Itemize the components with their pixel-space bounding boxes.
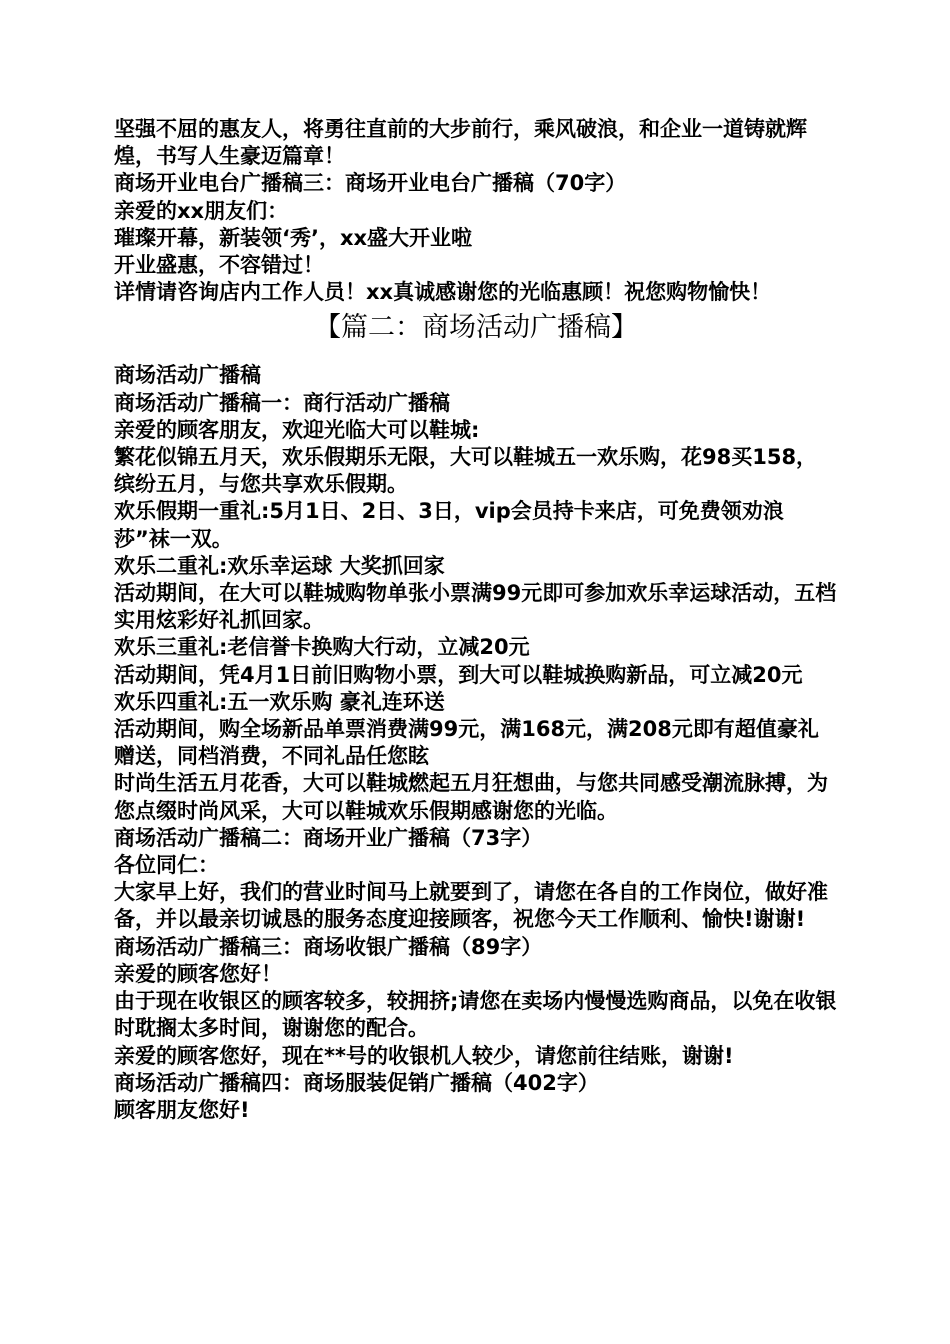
paragraph: 各位同仁： xyxy=(114,853,219,878)
paragraph: 亲爱的顾客您好，现在**号的收银机人较少，请您前往结账，谢谢! xyxy=(114,1043,734,1068)
paragraph: 活动期间，凭4月1日前旧购物小票，到大可以鞋城换购新品，可立减20元 xyxy=(114,662,803,687)
paragraph: 商场活动广播稿三：商场收银广播稿（89字） xyxy=(114,934,543,959)
paragraph: 繁花似锦五月天，欢乐假期乐无限，大可以鞋城五一欢乐购，花98买158，缤纷五月，与您共享欢乐假期。 xyxy=(114,445,818,497)
paragraph: 亲爱的顾客您好！ xyxy=(114,961,282,986)
paragraph: 商场活动广播稿 xyxy=(114,363,261,388)
paragraph: 开业盛惠，不容错过！ xyxy=(114,253,324,278)
paragraph: 欢乐假期一重礼:5月1日、2日、3日，vip会员持卡来店，可免费领劝浪莎”袜一双。 xyxy=(114,499,784,551)
paragraph: 亲爱的顾客朋友，欢迎光临大可以鞋城: xyxy=(114,417,480,442)
top-section xyxy=(114,116,838,306)
paragraph: 欢乐二重礼:欢乐幸运球 大奖抓回家 xyxy=(114,553,445,578)
paragraph: 欢乐四重礼:五一欢乐购 豪礼连环送 xyxy=(114,689,445,714)
paragraph: 详情请咨询店内工作人员！xx真诚感谢您的光临惠顾！祝您购物愉快！ xyxy=(114,280,772,305)
paragraph: 商场活动广播稿一：商行活动广播稿 xyxy=(114,390,450,415)
paragraph: 坚强不屈的惠友人，将勇往直前的大步前行，乘风破浪，和企业一道铸就辉煌，书写人生豪迈篇章！ xyxy=(114,117,807,169)
paragraph: 亲爱的xx朋友们： xyxy=(114,198,289,223)
paragraph: 顾客朋友您好! xyxy=(114,1097,250,1122)
paragraph: 商场开业电台广播稿三：商场开业电台广播稿（70字） xyxy=(114,171,627,196)
paragraph: 活动期间，在大可以鞋城购物单张小票满99元即可参加欢乐幸运球活动，五档实用炫彩好礼抓回家。 xyxy=(114,581,837,633)
section-heading: 【篇二：商场活动广播稿】 xyxy=(314,312,638,344)
paragraph: 商场活动广播稿二：商场开业广播稿（73字） xyxy=(114,825,543,850)
paragraph: 由于现在收银区的顾客较多，较拥挤;请您在卖场内慢慢选购商品，以免在收银时耽搁太多时间，谢谢您的配合。 xyxy=(114,989,837,1041)
paragraph: 商场活动广播稿四：商场服装促销广播稿（402字） xyxy=(114,1070,599,1095)
paragraph: 欢乐三重礼:老信誉卡换购大行动，立减20元 xyxy=(114,635,530,660)
paragraph: 大家早上好，我们的营业时间马上就要到了，请您在各自的工作岗位，做好准备，并以最亲切诚恳的服务态度迎接顾客，祝您今天工作顺利、愉快!谢谢! xyxy=(114,880,828,932)
bottom-section xyxy=(114,362,838,1124)
paragraph: 璀璨开幕，新装领‘秀’，xx盛大开业啦 xyxy=(114,225,473,250)
paragraph: 活动期间，购全场新品单票消费满99元，满168元，满208元即有超值豪礼赠送，同档消费，不同礼品任您眩 xyxy=(114,717,819,769)
document-page xyxy=(114,116,838,1124)
paragraph: 时尚生活五月花香，大可以鞋城燃起五月狂想曲，与您共同感受潮流脉搏，为您点缀时尚风采，大可以鞋城欢乐假期感谢您的光临。 xyxy=(114,771,828,823)
